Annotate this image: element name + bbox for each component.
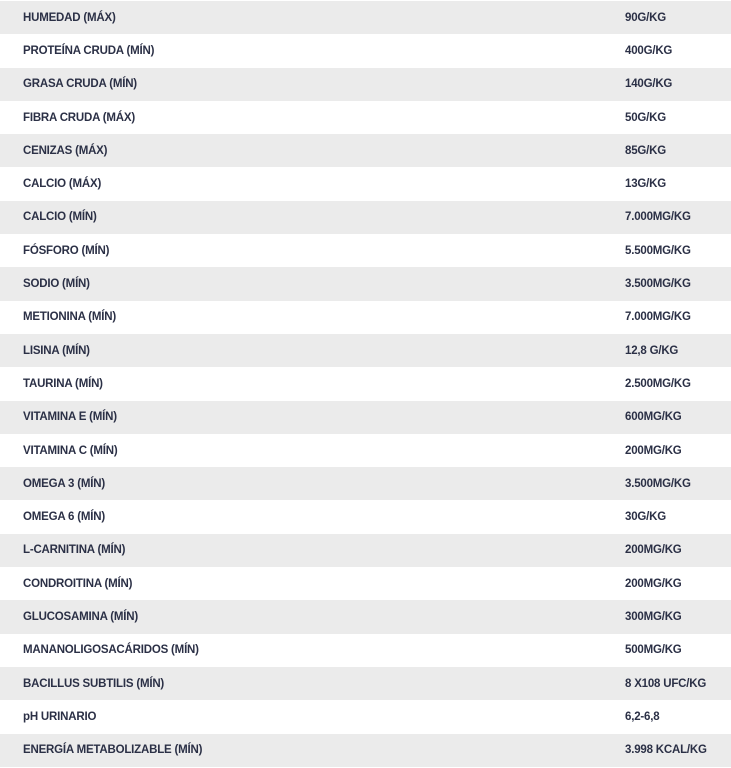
table-row xyxy=(0,367,731,400)
table-row xyxy=(0,467,731,500)
nutrient-name: OMEGA 3 (MÍN) xyxy=(23,477,105,490)
nutrient-name: TAURINA (MÍN) xyxy=(23,377,103,390)
table-row xyxy=(0,634,731,667)
nutrient-name: LISINA (MÍN) xyxy=(23,344,90,357)
nutrient-value: 3.500MG/KG xyxy=(625,477,691,490)
nutrient-value: 7.000MG/KG xyxy=(625,311,691,324)
nutrient-name: PROTEÍNA CRUDA (MÍN) xyxy=(23,44,155,57)
nutrient-name: CONDROITINA (MÍN) xyxy=(23,577,133,590)
nutrient-name: OMEGA 6 (MÍN) xyxy=(23,511,105,524)
table-row xyxy=(0,434,731,467)
nutrient-value: 7.000MG/KG xyxy=(625,211,691,224)
table-row xyxy=(0,101,731,134)
nutrient-name: VITAMINA C (MÍN) xyxy=(23,444,118,457)
nutrient-value: 300MG/KG xyxy=(625,610,682,623)
table-row xyxy=(0,500,731,533)
nutrient-value: 8 X108 UFC/KG xyxy=(625,677,707,690)
table-row xyxy=(0,567,731,600)
nutrient-value: 5.500MG/KG xyxy=(625,244,691,257)
nutrient-value: 200MG/KG xyxy=(625,577,682,590)
table-row xyxy=(0,234,731,267)
table-row xyxy=(0,734,731,767)
nutrient-name: CALCIO (MÍN) xyxy=(23,211,97,224)
nutrient-value: 85G/KG xyxy=(625,144,666,157)
table-row xyxy=(0,167,731,200)
table-row xyxy=(0,134,731,167)
nutrient-value: 6,2-6,8 xyxy=(625,710,660,723)
table-row xyxy=(0,534,731,567)
nutrition-table xyxy=(0,1,731,767)
table-row xyxy=(0,301,731,334)
nutrient-value: 200MG/KG xyxy=(625,544,682,557)
nutrient-name: VITAMINA E (MÍN) xyxy=(23,411,117,424)
table-row xyxy=(0,667,731,700)
table-row xyxy=(0,68,731,101)
table-row xyxy=(0,334,731,367)
nutrient-value: 30G/KG xyxy=(625,511,666,524)
table-row xyxy=(0,34,731,67)
table-row xyxy=(0,700,731,733)
nutrient-name: FIBRA CRUDA (MÁX) xyxy=(23,111,136,124)
nutrient-value: 50G/KG xyxy=(625,111,666,124)
nutrient-value: 12,8 G/KG xyxy=(625,344,679,357)
nutrient-value: 2.500MG/KG xyxy=(625,377,691,390)
nutrient-name: ENERGÍA METABOLIZABLE (MÍN) xyxy=(23,744,203,757)
nutrient-name: L-CARNITINA (MÍN) xyxy=(23,544,126,557)
nutrient-value: 90G/KG xyxy=(625,11,666,24)
table-row xyxy=(0,267,731,300)
nutrient-value: 600MG/KG xyxy=(625,411,682,424)
nutrient-name: CENIZAS (MÁX) xyxy=(23,144,108,157)
nutrient-value: 200MG/KG xyxy=(625,444,682,457)
table-row xyxy=(0,201,731,234)
nutrient-name: SODIO (MÍN) xyxy=(23,278,90,291)
nutrient-name: CALCIO (MÁX) xyxy=(23,178,102,191)
nutrient-name: METIONINA (MÍN) xyxy=(23,311,117,324)
table-row xyxy=(0,1,731,34)
table-row xyxy=(0,600,731,633)
nutrient-value: 140G/KG xyxy=(625,78,673,91)
nutrition-table-body xyxy=(0,1,731,767)
nutrient-name: pH URINARIO xyxy=(23,710,97,723)
nutrient-name: GRASA CRUDA (MÍN) xyxy=(23,78,137,91)
nutrient-name: MANANOLIGOSACÁRIDOS (MÍN) xyxy=(23,644,199,657)
nutrient-value: 400G/KG xyxy=(625,44,673,57)
nutrient-value: 3.998 KCAL/KG xyxy=(625,744,707,757)
nutrient-value: 13G/KG xyxy=(625,178,666,191)
nutrient-value: 500MG/KG xyxy=(625,644,682,657)
nutrient-name: FÓSFORO (MÍN) xyxy=(23,244,110,257)
table-row xyxy=(0,401,731,434)
nutrient-value: 3.500MG/KG xyxy=(625,278,691,291)
nutrient-name: BACILLUS SUBTILIS (MÍN) xyxy=(23,677,165,690)
nutrient-name: HUMEDAD (MÁX) xyxy=(23,11,116,24)
nutrient-name: GLUCOSAMINA (MÍN) xyxy=(23,610,138,623)
